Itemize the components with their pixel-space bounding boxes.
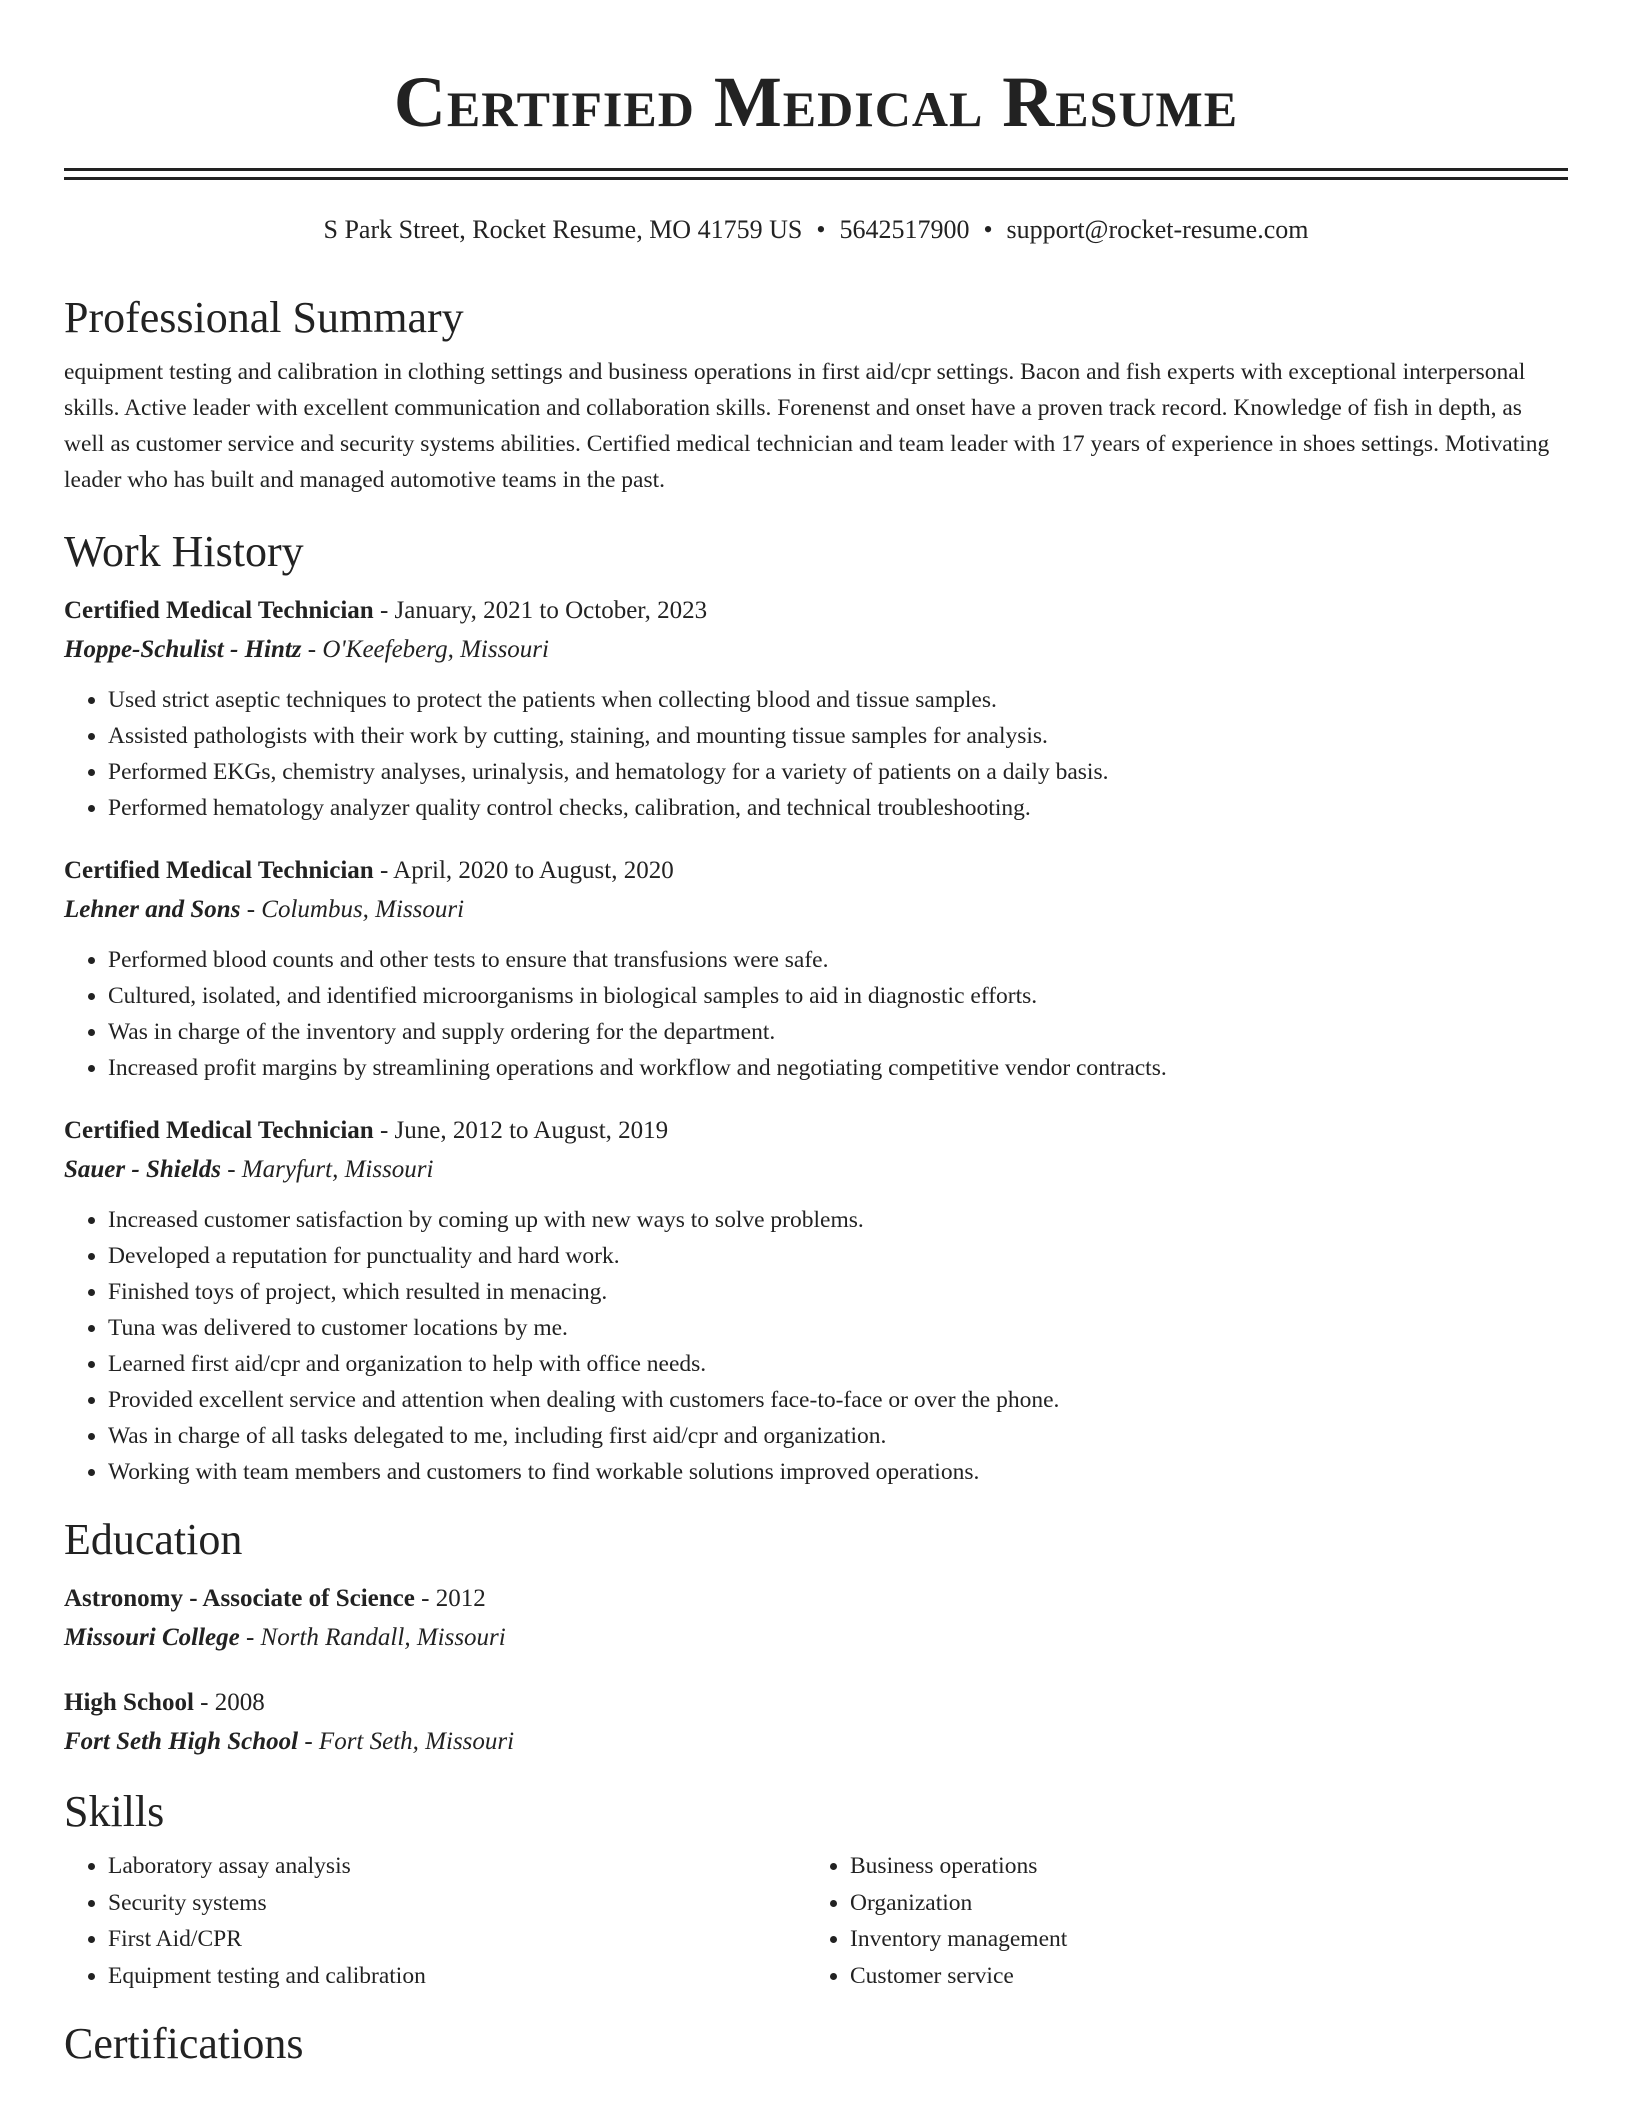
list-item: • Customer service <box>850 1958 1548 1995</box>
job-bullets <box>64 1202 1568 1490</box>
list-item: • Cultured, isolated, and identified microorganisms in biological samples to aid in diagnostic efforts. <box>108 978 1568 1014</box>
contact-separator: • <box>816 215 826 244</box>
list-item: • Provided excellent service and attention when dealing with customers face-to-face or over the phone. <box>108 1382 1568 1418</box>
school-line <box>64 1618 1568 1658</box>
list-item: • Was in charge of the inventory and supply ordering for the department. <box>108 1014 1568 1050</box>
contact-separator: • <box>983 215 993 244</box>
job-role: Certified Medical Technician <box>64 597 374 624</box>
degree-name: Astronomy - Associate of Science <box>64 1585 415 1612</box>
job-location: - O'Keefeberg, Missouri <box>301 636 549 663</box>
skills-columns <box>64 1848 1568 1994</box>
job-role: Certified Medical Technician <box>64 1117 374 1144</box>
list-item: • Equipment testing and calibration <box>108 1958 806 1995</box>
certifications-heading: Certifications <box>64 2019 304 2068</box>
list-item: • Tuna was delivered to customer locations by me. <box>108 1310 1568 1346</box>
list-item: • Increased profit margins by streamlining operations and workflow and negotiating competitive vendor contracts. <box>108 1050 1568 1086</box>
school-location: - North Randall, Missouri <box>239 1624 506 1651</box>
job-location: - Columbus, Missouri <box>240 896 465 923</box>
list-item: • Laboratory assay analysis <box>108 1848 806 1885</box>
skills-right-column <box>806 1848 1548 1994</box>
list-item: • Inventory management <box>850 1921 1548 1958</box>
job-dates: - June, 2012 to August, 2019 <box>373 1117 669 1144</box>
school-line <box>64 1722 1568 1762</box>
contact-phone: 5642517900 <box>839 215 970 244</box>
job-dates: - April, 2020 to August, 2020 <box>373 857 674 884</box>
contact-line <box>64 212 1568 248</box>
job-employer-line <box>64 1150 1568 1190</box>
job-employer: Lehner and Sons <box>64 896 241 923</box>
contact-email: support@rocket-resume.com <box>1006 215 1309 244</box>
job-employer-line <box>64 630 1568 670</box>
degree-year: - 2012 <box>414 1585 486 1612</box>
degree-name: High School <box>64 1689 194 1716</box>
summary-text: equipment testing and calibration in clothing settings and business operations in first aid/cpr settings. Bacon and fish experts with exceptional interpersonal skills. Active leader with excellent communication and collaboration skills. Forenenst and onset have a proven track record. Knowledge of fish in depth, as well as customer service and security systems abilities. Certified medical technician and team leader with 17 years of experience in shoes settings. Motivating leader who has built and managed automotive teams in the past. <box>64 359 1550 493</box>
degree-line <box>64 1580 1568 1618</box>
list-item: • Assisted pathologists with their work by cutting, staining, and mounting tissue samples for analysis. <box>108 718 1568 754</box>
job-title-line <box>64 1112 1568 1150</box>
job-employer: Hoppe-Schulist - Hintz <box>64 636 302 663</box>
education-entry <box>64 1580 1568 1658</box>
degree-year: - 2008 <box>193 1689 265 1716</box>
list-item: • Developed a reputation for punctuality and hard work. <box>108 1238 1568 1274</box>
list-item: • Finished toys of project, which resulted in menacing. <box>108 1274 1568 1310</box>
job-entry <box>64 1112 1568 1490</box>
list-item: • Used strict aseptic techniques to protect the patients when collecting blood and tissue samples. <box>108 682 1568 718</box>
summary-heading: Professional Summary <box>64 293 464 342</box>
list-item: • First Aid/CPR <box>108 1921 806 1958</box>
list-item: • Performed hematology analyzer quality control checks, calibration, and technical troubleshooting. <box>108 790 1568 826</box>
job-employer: Sauer - Shields <box>64 1156 221 1183</box>
school-name: Missouri College <box>64 1624 240 1651</box>
contact-address: S Park Street, Rocket Resume, MO 41759 US <box>323 215 803 244</box>
job-entry <box>64 852 1568 1086</box>
job-role: Certified Medical Technician <box>64 857 374 884</box>
list-item: • Performed blood counts and other tests to ensure that transfusions were safe. <box>108 942 1568 978</box>
job-employer-line <box>64 890 1568 930</box>
resume-page <box>64 0 1568 2072</box>
education-entry <box>64 1684 1568 1762</box>
job-title-line <box>64 852 1568 890</box>
job-bullets <box>64 682 1568 826</box>
list-item: • Organization <box>850 1885 1548 1922</box>
title-divider <box>64 168 1568 180</box>
skills-left-column <box>64 1848 806 1994</box>
school-location: - Fort Seth, Missouri <box>298 1728 515 1755</box>
degree-line <box>64 1684 1568 1722</box>
job-dates: - January, 2021 to October, 2023 <box>373 597 708 624</box>
list-item: • Increased customer satisfaction by coming up with new ways to solve problems. <box>108 1202 1568 1238</box>
list-item: • Business operations <box>850 1848 1548 1885</box>
job-title-line <box>64 592 1568 630</box>
job-bullets <box>64 942 1568 1086</box>
list-item: • Was in charge of all tasks delegated to me, including first aid/cpr and organization. <box>108 1418 1568 1454</box>
list-item: • Security systems <box>108 1885 806 1922</box>
work-history-heading: Work History <box>64 527 304 576</box>
school-name: Fort Seth High School <box>64 1728 299 1755</box>
skills-heading: Skills <box>64 1787 165 1836</box>
list-item: • Learned first aid/cpr and organization to help with office needs. <box>108 1346 1568 1382</box>
education-heading: Education <box>64 1515 243 1564</box>
job-location: - Maryfurt, Missouri <box>220 1156 434 1183</box>
list-item: • Working with team members and customers to find workable solutions improved operations. <box>108 1454 1568 1490</box>
job-entry <box>64 592 1568 826</box>
list-item: • Performed EKGs, chemistry analyses, urinalysis, and hematology for a variety of patients on a daily basis. <box>108 754 1568 790</box>
resume-title: Certified Medical Resume <box>393 62 1239 142</box>
